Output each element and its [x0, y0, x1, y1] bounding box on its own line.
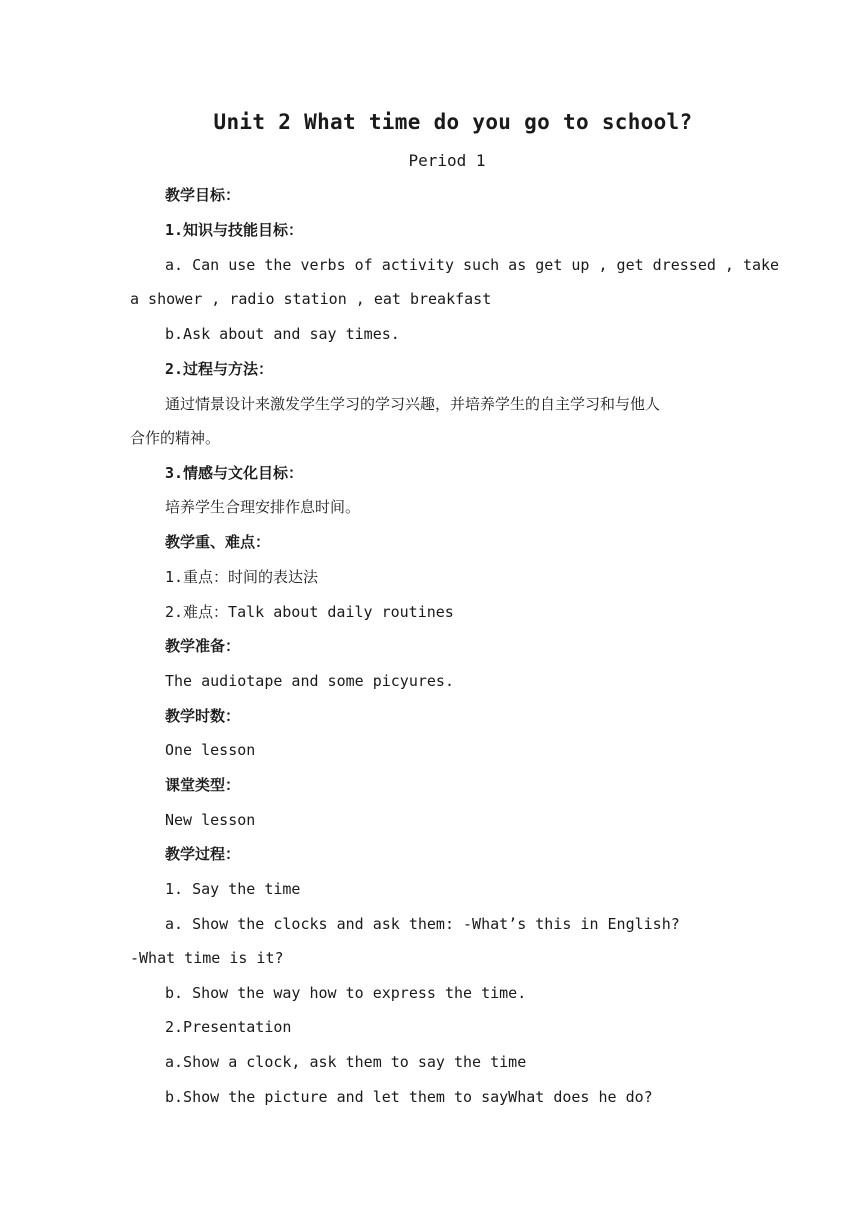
step1-b: b. Show the way how to express the time.	[165, 984, 527, 1002]
process-line2: 合作的精神。	[130, 429, 221, 447]
knowledge-a-line1: a. Can use the verbs of activity such as get up , get dressed , take	[165, 256, 780, 274]
key-point-1: 1.重点：时间的表达法	[165, 568, 319, 586]
process-heading: 2.过程与方法：	[165, 360, 274, 378]
step2-a: a.Show a clock, ask them to say the time	[165, 1053, 527, 1071]
step1: 1. Say the time	[165, 880, 301, 898]
step1-a-line1: a. Show the clocks and ask them: -What’s this in English?	[165, 915, 680, 933]
prep-text: The audiotape and some picyures.	[165, 672, 454, 690]
step2-b: b.Show the picture and let them to sayWhat does he do?	[165, 1088, 653, 1106]
key-points-heading: 教学重、难点：	[165, 533, 271, 551]
emotion-heading: 3.情感与文化目标：	[165, 464, 304, 482]
knowledge-a-line2: a shower , radio station , eat breakfast	[130, 290, 492, 308]
emotion-text: 培养学生合理安排作息时间。	[165, 498, 361, 516]
document-subtitle: Period 1	[408, 151, 486, 170]
knowledge-heading: 1.知识与技能目标：	[165, 221, 304, 239]
prep-heading: 教学准备：	[165, 637, 241, 655]
hours-heading: 教学时数：	[165, 707, 241, 725]
hours-text: One lesson	[165, 741, 256, 759]
knowledge-b: b.Ask about and say times.	[165, 325, 400, 343]
type-text: New lesson	[165, 811, 256, 829]
key-point-2: 2.难点：Talk about daily routines	[165, 603, 454, 621]
step1-a-line2: -What time is it?	[130, 949, 284, 967]
step2: 2.Presentation	[165, 1018, 292, 1036]
process-line1: 通过情景设计来激发学生学习的学习兴趣，并培养学生的自主学习和与他人	[165, 395, 661, 413]
type-heading: 课堂类型：	[165, 776, 241, 794]
procedure-heading: 教学过程：	[165, 845, 241, 863]
document-title: Unit 2 What time do you go to school?	[213, 110, 693, 134]
objectives-heading: 教学目标：	[165, 186, 241, 204]
